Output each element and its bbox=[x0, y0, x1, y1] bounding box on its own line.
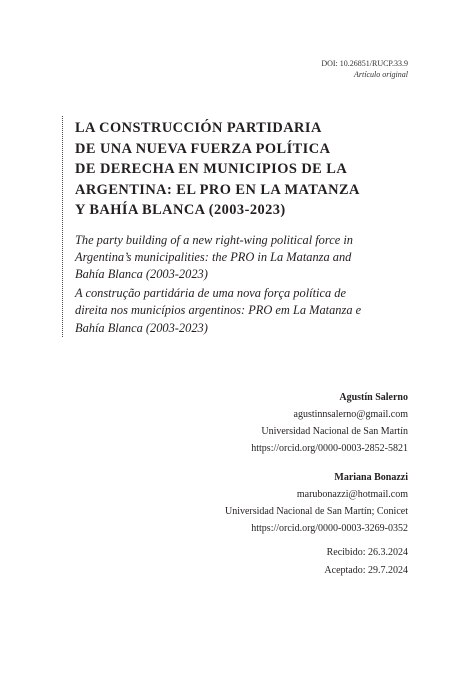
submission-dates bbox=[324, 544, 408, 580]
subtitle-line: Bahía Blanca (2003-2023) bbox=[75, 266, 208, 281]
author-affiliation: Universidad Nacional de San Martín bbox=[261, 426, 408, 437]
author-orcid[interactable]: https://orcid.org/0000-0003-3269-0352 bbox=[251, 523, 408, 534]
author-affiliation: Universidad Nacional de San Martín; Conicet bbox=[224, 506, 408, 517]
title-line: ARGENTINA: EL PRO EN LA MATANZA bbox=[75, 181, 360, 198]
title-block bbox=[62, 116, 425, 337]
title-line: Y BAHÍA BLANCA (2003-2023) bbox=[75, 202, 286, 218]
english-title bbox=[75, 232, 425, 284]
author-name: Agustín Salerno bbox=[339, 392, 408, 403]
doi-text[interactable]: DOI: 10.26851/RUCP.33.9 bbox=[321, 59, 408, 68]
author-block bbox=[225, 469, 408, 537]
accepted-date: Aceptado: 29.7.2024 bbox=[324, 565, 408, 576]
author-email[interactable]: marubonazzi@hotmail.com bbox=[296, 489, 408, 500]
subtitle-line: The party building of a new right-wing political force in bbox=[75, 232, 353, 247]
title-line: DE UNA NUEVA FUERZA POLÍTICA bbox=[75, 140, 331, 157]
portuguese-title bbox=[75, 285, 425, 337]
author-block bbox=[251, 389, 408, 457]
title-line: DE DERECHA EN MUNICIPIOS DE LA bbox=[75, 161, 348, 177]
article-type: Artículo original bbox=[354, 70, 408, 79]
title-line: LA CONSTRUCCIÓN PARTIDARIA bbox=[75, 120, 322, 136]
author-email[interactable]: agustinnsalerno@gmail.com bbox=[293, 409, 408, 420]
article-meta bbox=[321, 58, 408, 80]
received-date: Recibido: 26.3.2024 bbox=[326, 547, 408, 558]
subtitle-line: Argentina’s municipalities: the PRO in La Matanza and bbox=[75, 249, 352, 264]
author-name: Mariana Bonazzi bbox=[334, 472, 408, 483]
subtitle-line: Bahía Blanca (2003-2023) bbox=[75, 320, 208, 335]
subtitle-line: A construção partidária de uma nova força política de bbox=[75, 286, 346, 301]
article-title bbox=[75, 118, 425, 221]
author-orcid[interactable]: https://orcid.org/0000-0003-2852-5821 bbox=[251, 443, 408, 454]
subtitle-line: direita nos municípios argentinos: PRO em La Matanza e bbox=[75, 303, 362, 318]
